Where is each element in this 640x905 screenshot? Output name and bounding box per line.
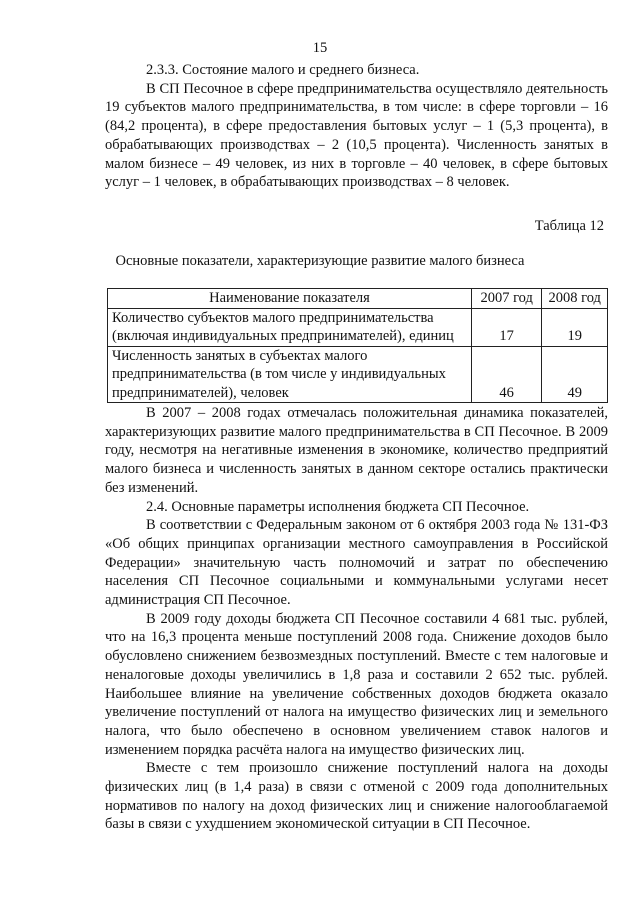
header-2008: 2008 год [542, 289, 608, 309]
table-header-row [108, 289, 608, 309]
section-2-4-heading: 2.4. Основные параметры исполнения бюджета СП Песочное. [146, 498, 530, 515]
row-value-2007: 17 [471, 308, 541, 346]
table-label: Таблица 12 [534, 218, 604, 234]
row-value-2007: 46 [471, 346, 541, 403]
row-name: Количество субъектов малого предпринимательства (включая индивидуальных предпринимателей), единиц [108, 308, 472, 346]
section-2-4-paragraph: В 2009 году доходы бюджета СП Песочное составили 4 681 тыс. рублей, что на 16,3 процента меньше поступлений 2008 года. Снижение доходов было обусловлено снижением безвозмездных поступлений. Вместе с тем налоговые и неналоговые доходы увеличились в 1,8 раза и составили 2 652 тыс. рублей. Наибольшее влияние на увеличение собственных доходов бюджета оказало увеличение поступлений от налога на имущество физических лиц и земельного налога, что было обеспечено в основном увеличением ставок налогов и изменением порядка расчёта налога на имущество физических лиц. [105, 610, 608, 758]
table-row [108, 346, 608, 403]
section-2-3-3-paragraph: В СП Песочное в сфере предпринимательства осуществляло деятельность 19 субъектов малого предпринимательства, в том числе: в сфере торговли – 16 (84,2 процента), в сфере предоставления бытовых услуг – 1 (5,3 процента), в обрабатывающих производствах – 2 (10,5 процента). Численность занятых в малом бизнесе – 49 человек, из них в торговле – 40 человек, в сфере бытовых услуг – 1 человек, в обрабатывающих производствах – 8 человек. [105, 80, 608, 191]
body-text [105, 404, 608, 834]
table-title: Основные показатели, характеризующие развитие малого бизнеса [115, 253, 525, 269]
row-value-2008: 19 [542, 308, 608, 346]
row-name: Численность занятых в субъектах малого предпринимательства (в том числе у индивидуальных предпринимателей), человек [108, 346, 472, 403]
row-value-2008: 49 [542, 346, 608, 403]
section-2-4-paragraph: В соответствии с Федеральным законом от 6 октября 2003 года № 131-ФЗ «Об общих принципах организации местного самоуправления в Российской Федерации» значительную часть полномочий и затрат по обеспечению населения СП Песочное социальными и коммунальными услугами несет администрация СП Песочное. [105, 517, 608, 609]
dynamics-paragraph: В 2007 – 2008 годах отмечалась положительная динамика показателей, характеризующих развитие малого предпринимательства в СП Песочное. В 2009 году, несмотря на негативные изменения в экономике, количество предприятий малого бизнеса и численность занятых в данном секторе остались практически без изменений. [105, 405, 608, 496]
section-2-4-paragraph: Вместе с тем произошло снижение поступлений налога на доходы физических лиц (в 1,4 раза) в связи с отменой с 2009 года дополнительных нормативов по налогу на доход физических лиц и снижение налогооблагаемой базы в связи с ухудшением экономической ситуации в СП Песочное. [105, 760, 608, 833]
section-2-3-3-heading: 2.3.3. Состояние малого и среднего бизнеса. [146, 62, 420, 78]
header-indicator-name: Наименование показателя [108, 289, 472, 309]
table-row [108, 308, 608, 346]
section-2-3-3 [105, 61, 608, 192]
page-number: 15 [312, 40, 328, 56]
small-business-table [107, 288, 608, 403]
header-2007: 2007 год [471, 289, 541, 309]
